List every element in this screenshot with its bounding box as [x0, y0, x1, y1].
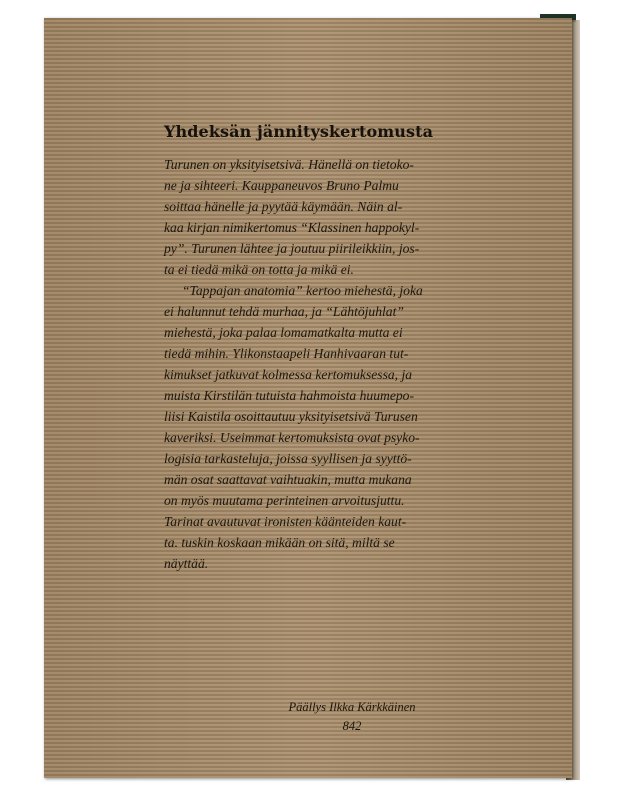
cover-credit-block	[88, 698, 616, 736]
blurb-line: tiedä mihin. Ylikonstaapeli Hanhivaaran tut-	[164, 346, 409, 361]
blurb-line: kimukset jatkuvat kolmessa kertomuksessa, ja	[164, 367, 413, 382]
blurb-line: on myös muutama perinteinen arvoitusjuttu.	[164, 493, 405, 508]
blurb-line: ne ja sihteeri. Kauppaneuvos Bruno Palmu	[164, 178, 399, 193]
blurb-line: kaa kirjan nimikertomus “Klassinen happokyl-	[164, 220, 420, 235]
blurb-line: ei halunnut tehdä murhaa, ja “Lähtöjuhlat”	[164, 304, 404, 319]
blurb-line: näyttää.	[164, 556, 209, 571]
blurb-line: miehestä, joka palaa lomamatkalta mutta ei	[164, 325, 403, 340]
blurb-line: “Tappajan anatomia” kertoo miehestä, joka	[182, 283, 423, 298]
blurb-line: py”. Turunen lähtee ja joutuu piirileikkiin, jos-	[164, 241, 420, 256]
blurb-line: kaveriksi. Useimmat kertomuksista ovat psyko-	[164, 430, 420, 445]
blurb	[164, 154, 454, 574]
catalog-number: 842	[342, 719, 362, 733]
back-cover	[44, 18, 572, 778]
blurb-line: Turunen on yksityisetsivä. Hänellä on tietoko-	[164, 157, 414, 172]
blurb-line: män osat saattavat vaihtuakin, mutta mukana	[164, 472, 412, 487]
blurb-line: Tarinat avautuvat ironisten käänteiden kaut-	[164, 514, 407, 529]
blurb-line: muista Kirstilän tutuista hahmoista huumepo-	[164, 388, 414, 403]
blurb-line: ta. tuskin koskaan mikään on sitä, miltä se	[164, 535, 395, 550]
blurb-line: logisia tarkasteluja, joissa syyllisen ja syyttö-	[164, 451, 412, 466]
blurb-line: ta ei tiedä mikä on totta ja mikä ei.	[164, 262, 354, 277]
blurb-line: soittaa hänelle ja pyytää käymään. Näin al-	[164, 199, 403, 214]
cover-designer-credit: Päällys Ilkka Kärkkäinen	[288, 700, 416, 714]
book-title: Yhdeksän jännityskertomusta	[164, 122, 434, 141]
blurb-line: liisi Kaistila osoittautuu yksityisetsivä Turusen	[164, 409, 418, 424]
